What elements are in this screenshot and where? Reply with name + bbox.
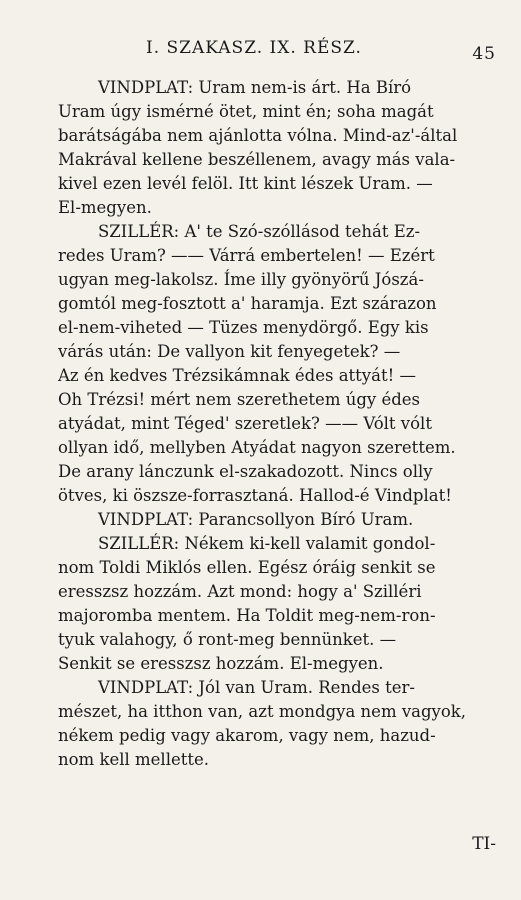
text-line: Oh Trézsi! mért nem szerethetem úgy édes bbox=[58, 390, 421, 409]
text-line: Az én kedves Trézsikámnak édes attyát! — bbox=[58, 366, 416, 385]
text-line: Uram úgy ismérné ötet, mint én; soha magát bbox=[58, 102, 434, 121]
text-line: tyuk valahogy, ő ront-meg bennünket. — bbox=[58, 630, 397, 649]
text-line: De arany lánczunk el-szakadozott. Nincs olly bbox=[58, 462, 433, 481]
running-title: I. SZAKASZ. IX. RÉSZ. bbox=[146, 38, 362, 58]
text-line: nékem pedig vagy akarom, vagy nem, hazud- bbox=[58, 726, 436, 745]
text-line: VINDPLAT: Jól van Uram. Rendes ter- bbox=[98, 678, 415, 697]
book-page bbox=[58, 38, 496, 854]
text-line: majoromba mentem. Ha Toldit meg-nem-ron- bbox=[58, 606, 436, 625]
text-line: kivel ezen levél felöl. Itt kint lészek Uram. — bbox=[58, 174, 433, 193]
text-line: gomtól meg-fosztott a' haramja. Ezt szárazon bbox=[58, 294, 437, 313]
text-line: várás után: De vallyon kit fenyegetek? — bbox=[58, 342, 401, 361]
text-line: atyádat, mint Téged' szeretlek? —— Vólt vólt bbox=[58, 414, 432, 433]
text-line: nom Toldi Miklós ellen. Egész óráig senkit se bbox=[58, 558, 436, 577]
catchword: TI- bbox=[472, 834, 496, 854]
text-line: VINDPLAT: Parancsollyon Bíró Uram. bbox=[98, 510, 414, 529]
text-line: Senkit se eresszsz hozzám. El-megyen. bbox=[58, 654, 384, 673]
text-line: eresszsz hozzám. Azt mond: hogy a' Szilléri bbox=[58, 582, 422, 601]
page-number: 45 bbox=[472, 44, 496, 64]
page-body bbox=[58, 76, 488, 772]
text-line: ötves, ki öszsze-forrasztaná. Hallod-é Vindplat! bbox=[58, 486, 452, 505]
page-header bbox=[58, 38, 496, 72]
text-line: El-megyen. bbox=[58, 198, 152, 217]
text-line: redes Uram? —— Várrá embertelen! — Ezért bbox=[58, 246, 435, 265]
text-line: SZILLÉR: A' te Szó-szóllásod tehát Ez- bbox=[98, 222, 421, 241]
text-line: mészet, ha itthon van, azt mondgya nem vagyok, bbox=[58, 702, 467, 721]
text-line: el-nem-viheted — Tüzes menydörgő. Egy kis bbox=[58, 318, 429, 337]
text-line: ollyan idő, mellyben Atyádat nagyon szerettem. bbox=[58, 438, 456, 457]
text-line: VINDPLAT: Uram nem-is árt. Ha Bíró bbox=[98, 78, 412, 97]
text-line: Makrával kellene beszéllenem, avagy más vala- bbox=[58, 150, 456, 169]
text-line: SZILLÉR: Nékem ki-kell valamit gondol- bbox=[98, 534, 436, 553]
text-line: barátságába nem ajánlotta vólna. Mind-az'-által bbox=[58, 126, 458, 145]
text-line: nom kell mellette. bbox=[58, 750, 210, 769]
text-line: ugyan meg-lakolsz. Íme illy gyönyörű Jószá- bbox=[58, 270, 424, 289]
